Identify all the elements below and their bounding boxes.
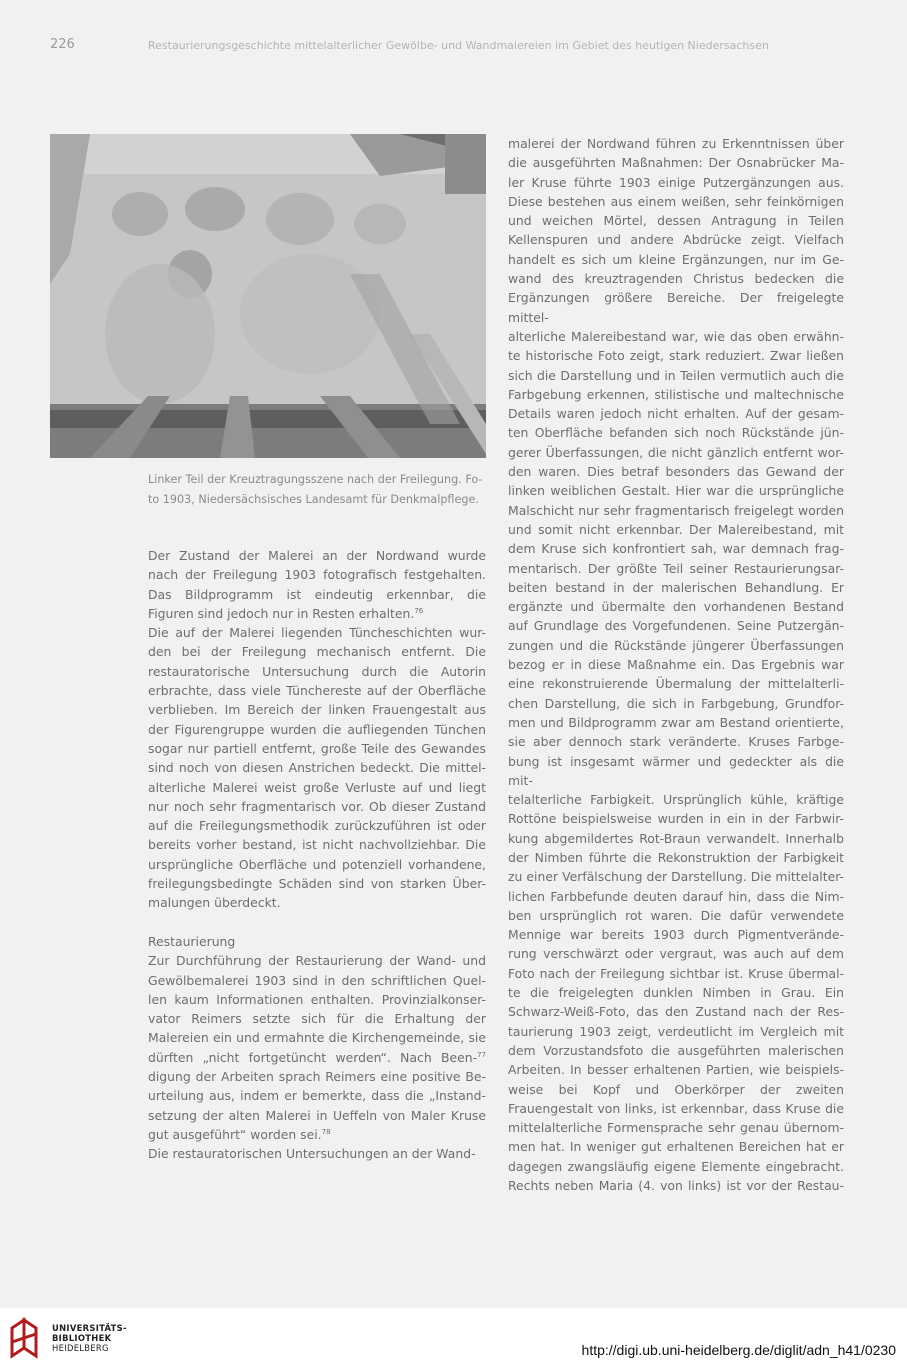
text-line <box>508 327 844 346</box>
text-line-content: sich die Darstellung und in Teilen vermutlich auch die <box>508 367 844 383</box>
text-line <box>508 1080 844 1099</box>
text-line <box>148 1144 486 1163</box>
text-line <box>508 346 844 365</box>
text-line-content: der Nimben führte die Rekonstruktion der Farbigkeit <box>508 849 844 865</box>
text-line <box>148 932 486 951</box>
text-line-content: ben ursprünglich rot waren. Die dafür verwendete <box>508 907 844 923</box>
text-line <box>508 288 844 327</box>
text-line <box>508 385 844 404</box>
text-line <box>508 829 844 848</box>
text-line <box>508 694 844 713</box>
text-line <box>148 893 486 912</box>
text-line <box>508 134 844 153</box>
text-line-content: Rottöne beispielsweise wurden in ein in der Farbwir- <box>508 811 844 827</box>
library-name <box>52 1323 127 1353</box>
text-line <box>508 1022 844 1041</box>
footnote-mark[interactable]: 78 <box>321 1127 331 1136</box>
text-line <box>508 809 844 828</box>
text-line-content: sie aber dennoch stark veränderte. Kruses Farbge- <box>508 734 844 750</box>
library-line: HEIDELBERG <box>52 1343 109 1353</box>
text-line <box>508 906 844 925</box>
text-line <box>148 662 486 681</box>
text-line-content: mentarisch. Der größte Teil seiner Restaurierungsar- <box>508 560 844 576</box>
text-line-content: Arbeiten. In besser erhaltenen Partien, wie beispiels- <box>508 1062 844 1078</box>
text-line-content: vator Reimers setzte sich für die Erhaltung der <box>148 1011 486 1027</box>
text-line-content: ler Kruse führte 1903 einige Putzergänzungen aus. <box>508 174 844 190</box>
text-line <box>148 565 486 584</box>
text-line-content: Das Bildprogramm ist eindeutig erkennbar, die <box>148 586 486 602</box>
text-line-content: alterliche Malereibestand war, wie das oben erwähn- <box>508 328 844 344</box>
text-line <box>148 990 486 1009</box>
text-line <box>508 732 844 751</box>
text-line <box>148 1125 486 1144</box>
text-line-content: Farbgebung erkennen, stilistische und maltechnische <box>508 386 844 402</box>
text-line-content: und weichen Mörtel, dessen Antragung in Teilen <box>508 213 844 229</box>
text-line-content: auf Grundlage des Vorgefundenen. Seine Putzergän- <box>508 618 844 634</box>
text-line-content: Figuren sind jedoch nur in Resten erhalten. <box>148 605 415 621</box>
text-line-content: sogar nur partiell entfernt, große Teile des Gewandes <box>148 740 486 756</box>
text-line <box>508 192 844 211</box>
text-line <box>148 681 486 700</box>
text-line <box>508 1157 844 1176</box>
text-line-content: weise bei Kopf und Oberkörper der zweiten <box>508 1081 844 1097</box>
text-line <box>148 1048 486 1067</box>
text-line <box>508 520 844 539</box>
text-line <box>508 443 844 462</box>
text-line <box>148 1009 486 1028</box>
text-line <box>148 971 486 990</box>
right-text-column <box>508 134 844 1195</box>
text-line <box>148 604 486 623</box>
text-line-content: auf die Freilegungsmethodik zurückzuführen ist oder <box>148 818 486 834</box>
text-line <box>508 674 844 693</box>
text-line-content: wand des kreuztragenden Christus bedecken die <box>508 271 844 287</box>
text-line <box>508 1176 844 1195</box>
text-line <box>508 1099 844 1118</box>
text-line-content: erbrachte, dass viele Tünchereste auf der Oberfläche <box>148 683 486 699</box>
text-line <box>148 1028 486 1047</box>
text-line <box>148 1086 486 1105</box>
text-line <box>508 887 844 906</box>
text-line-content: Die restauratorischen Untersuchungen an der Wand- <box>148 1146 476 1162</box>
text-line <box>148 623 486 642</box>
library-line: BIBLIOTHEK <box>52 1333 112 1343</box>
library-line: UNIVERSITÄTS- <box>52 1323 127 1333</box>
text-line-content: chen Darstellung, die sich in Farbgebung, Grundfor- <box>508 695 844 711</box>
text-line-content: men hat. In weniger gut erhaltenen Bereichen hat er <box>508 1139 844 1155</box>
text-line <box>508 616 844 635</box>
text-line <box>148 700 486 719</box>
text-line-content: dem Kruse sich konfrontiert sah, war demnach frag- <box>508 541 844 557</box>
caption-line: to 1903, Niedersächsisches Landesamt für Denkmalpflege. <box>148 493 479 506</box>
text-line <box>508 964 844 983</box>
text-line-content: die ausgeführten Maßnahmen: Der Osnabrücker Ma- <box>508 155 844 171</box>
text-line-content: men und Bildprogramm zwar am Bestand orientierte, <box>508 714 844 730</box>
text-line-content: Restaurierung <box>148 933 236 949</box>
text-line-content: nur noch sehr fragmentarisch vor. Ob dieser Zustand <box>148 798 486 814</box>
text-line-content: ten Oberfläche befanden sich noch Rückstände jün- <box>508 425 844 441</box>
text-line-content: dem Vorzustandsfoto die ausgeführten malerischen <box>508 1042 844 1058</box>
text-line-content: Kellenspuren und andere Abdrücke zeigt. Vielfach <box>508 232 844 248</box>
text-line <box>508 269 844 288</box>
text-line <box>148 758 486 777</box>
text-line-content: gerer Überfassungen, die nicht gänzlich entfernt wor- <box>508 444 844 460</box>
text-line-content: sind noch von diesen Anstrichen bedeckt. Die mittel- <box>148 760 486 776</box>
text-line <box>508 1060 844 1079</box>
text-line <box>508 713 844 732</box>
footer-bar <box>0 1308 907 1372</box>
text-line <box>148 739 486 758</box>
text-line <box>508 250 844 269</box>
text-line-content: alterliche Malerei weist große Verluste auf und liegt <box>148 779 486 795</box>
caption-line: Linker Teil der Kreuztragungsszene nach der Freilegung. Fo- <box>148 473 483 486</box>
text-line <box>508 559 844 578</box>
text-line-content: beiten bestand in der malerischen Behandlung. Er <box>508 579 844 595</box>
text-line-content: Zur Durchführung der Restaurierung der Wand- und <box>148 953 486 969</box>
text-line-content: Diese bestehen aus einem weißen, sehr feinkörnigen <box>508 193 844 209</box>
source-url-link[interactable]: http://digi.ub.uni-heidelberg.de/diglit/adn_h41/0230 <box>581 1342 896 1358</box>
text-line-content: telalterliche Farbigkeit. Ursprünglich kühle, kräftige <box>508 792 844 808</box>
text-line-content: Rechts neben Maria (4. von links) ist vor der Restau- <box>508 1178 844 1194</box>
text-line-content: kung abgemildertes Rot-Braun verwandelt. Innerhalb <box>508 830 844 846</box>
text-line <box>148 778 486 797</box>
text-line <box>148 855 486 874</box>
text-line-content: den bei der Freilegung mechanisch entfernt. Die <box>148 644 486 660</box>
text-line-content: handelt es sich um kleine Ergänzungen, nur im Ge- <box>508 251 844 267</box>
text-line <box>508 539 844 558</box>
text-line-content: malerei der Nordwand führen zu Erkenntnissen über <box>508 136 844 151</box>
text-line-content: gut ausgeführt“ worden sei. <box>148 1126 322 1142</box>
text-line-content: verblieben. Im Bereich der linken Frauengestalt aus <box>148 702 486 718</box>
text-line-content: linken weiblichen Gestalt. Hier war die ursprüngliche <box>508 483 844 499</box>
text-line-content: den waren. Dies betraf besonders das Gewand der <box>508 464 844 480</box>
text-line-content: digung der Arbeiten sprach Reimers eine positive Be- <box>148 1069 486 1085</box>
text-line-content: lichen Farbbefunde deuten darauf hin, dass die Nim- <box>508 888 844 904</box>
text-line-content: rung verschwärzt oder vergraut, was auch auf dem <box>508 946 844 962</box>
text-line <box>508 1041 844 1060</box>
text-line <box>508 211 844 230</box>
text-line <box>148 951 486 970</box>
text-line-content: te historische Foto zeigt, stark reduziert. Zwar ließen <box>508 348 844 364</box>
text-line <box>148 585 486 604</box>
left-text-column <box>148 546 486 1164</box>
text-line-content: len kaum Informationen enthalten. Provinzialkonser- <box>148 991 486 1007</box>
text-line-content: Details waren jedoch nicht erhalten. Auf der gesam- <box>508 406 844 422</box>
text-line <box>508 578 844 597</box>
text-line <box>148 642 486 661</box>
library-logo-icon <box>8 1316 44 1360</box>
text-line-content: setzung der alten Malerei in Ueffeln von Maler Kruse <box>148 1107 486 1123</box>
text-line <box>508 636 844 655</box>
text-line <box>148 720 486 739</box>
text-line-content: nach der Freilegung 1903 fotografisch festgehalten. <box>148 567 486 583</box>
text-line <box>148 816 486 835</box>
text-line-content: Malereien ein und ermahnte die Kirchengemeinde, sie <box>148 1030 486 1046</box>
text-line-content: Malschicht nur sehr fragmentarisch freigelegt worden <box>508 502 844 518</box>
text-line-content: Mennige war bereits 1903 durch Pigmentverände- <box>508 927 844 943</box>
figure-caption <box>148 470 486 510</box>
text-line <box>508 230 844 249</box>
text-line-content: eine rekonstruierende Übermalung der mittelalterli- <box>508 676 844 692</box>
text-line-content: zu einer Verfälschung der Darstellung. Die mittelalter- <box>508 869 844 885</box>
text-line-content: bung ist insgesamt wärmer und gedeckter als die mit- <box>508 753 844 788</box>
text-line-content: dürften „nicht fortgetüncht werden“. Nach Been- <box>148 1049 478 1065</box>
text-line <box>508 944 844 963</box>
text-line-content: bereits vorher bestand, ist nicht nachvollziehbar. Die <box>148 837 486 853</box>
text-line-content: Frauengestalt von links, ist erkennbar, dass Kruse die <box>508 1100 844 1116</box>
text-line <box>508 1137 844 1156</box>
text-line-content: Foto nach der Freilegung sichtbar ist. Kruse übermal- <box>508 965 844 981</box>
text-line-content: ergänzte und übermalte den vorhandenen Bestand <box>508 599 844 615</box>
text-line <box>508 925 844 944</box>
text-line-content: dagegen zwangsläufig eigene Elemente eingebracht. <box>508 1158 844 1174</box>
text-line-content: zungen und die Rückstände jüngerer Überfassungen <box>508 637 844 653</box>
text-line-content: Ergänzungen größere Bereiche. Der freigelegte mittel- <box>508 290 844 325</box>
running-title: Restaurierungsgeschichte mittelalterlicher Gewölbe- und Wandmalereien im Gebiet des heutigen Niedersachsen <box>148 39 769 52</box>
text-line <box>148 797 486 816</box>
text-line-content: urteilung aus, indem er bemerkte, dass die „Instand- <box>148 1088 486 1104</box>
text-line-content: der Figurengruppe wurden die aufliegenden Tünchen <box>148 721 486 737</box>
text-line-content: taurierung 1903 zeigt, verdeutlicht im Vergleich mit <box>508 1023 844 1039</box>
text-line-content: ursprüngliche Oberfläche und potenziell vorhandene, <box>148 856 486 872</box>
text-line <box>508 790 844 809</box>
text-line-content: malungen überdeckt. <box>148 895 281 911</box>
text-line-content: freilegungsbedingte Schäden sind von starken Über- <box>148 876 486 892</box>
text-line <box>508 983 844 1002</box>
text-line <box>508 153 844 172</box>
text-line <box>148 1067 486 1086</box>
text-line-content: Der Zustand der Malerei an der Nordwand wurde <box>148 548 486 563</box>
text-line-content: bezog er in diese Maßnahme ein. Das Ergebnis war <box>508 657 844 673</box>
paragraph-gap <box>148 913 486 932</box>
text-line <box>508 462 844 481</box>
text-line-content: und somit nicht erkennbar. Der Malereibestand, mit <box>508 521 844 537</box>
text-line <box>508 501 844 520</box>
text-line <box>148 835 486 854</box>
text-line <box>508 597 844 616</box>
text-line <box>508 1002 844 1021</box>
footnote-mark[interactable]: 76 <box>414 606 424 615</box>
text-line <box>148 546 486 565</box>
text-line <box>508 848 844 867</box>
page-number: 226 <box>50 37 75 52</box>
text-line-content: Schwarz-Weiß-Foto, das den Zustand nach der Res- <box>508 1004 844 1020</box>
text-line <box>508 752 844 791</box>
text-line-content: restauratorische Untersuchung durch die Autorin <box>148 663 486 679</box>
text-line <box>508 404 844 423</box>
text-line <box>148 874 486 893</box>
text-line-content: Die auf der Malerei liegenden Tüncheschichten wur- <box>148 625 486 641</box>
text-line-content: mittelalterliche Formensprache sehr genau übernom- <box>508 1120 844 1136</box>
text-line-content: te die freigelegten dunklen Nimben in Grau. Ein <box>508 985 844 1001</box>
text-line <box>508 1118 844 1137</box>
text-line <box>508 366 844 385</box>
text-line <box>508 173 844 192</box>
text-line <box>508 655 844 674</box>
text-line <box>508 423 844 442</box>
text-line <box>508 867 844 886</box>
text-line <box>148 1106 486 1125</box>
footnote-mark[interactable]: 77 <box>477 1050 486 1059</box>
text-line-content: Gewölbemalerei 1903 sind in den schriftlichen Quel- <box>148 972 486 988</box>
text-line <box>508 481 844 500</box>
historic-photo <box>50 134 486 458</box>
